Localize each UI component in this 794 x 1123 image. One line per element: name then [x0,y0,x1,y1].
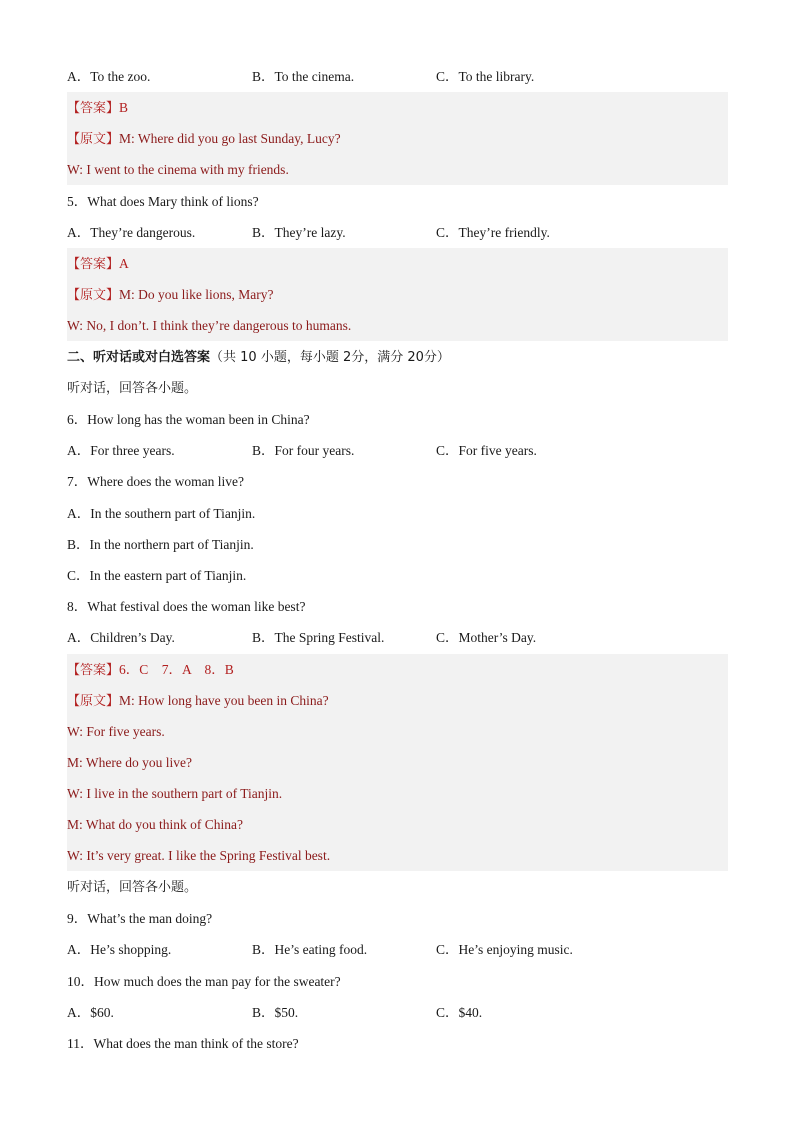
option-c: C．$40. [436,1005,483,1020]
option-a: A．$60. [67,1005,114,1020]
answer-value: A [119,256,129,271]
question-text: 8．What festival does the woman like best? [67,599,306,614]
transcript-row: W: It’s very great. I like the Spring Festival best. [67,840,728,871]
question-options [67,435,728,466]
answer-row [67,92,728,123]
option-c: C．For five years. [436,443,537,458]
transcript-row [67,154,728,185]
option-a: A．To the zoo. [67,69,151,84]
option-b: B．In the northern part of Tianjin. [67,537,254,552]
transcript-line: W: No, I don’t. I think they’re dangerous to humans. [67,318,352,333]
answer-row [67,248,728,279]
transcript-line: M: Do you like lions, Mary? [119,287,274,302]
answer-tag: 【答案】 [67,663,120,678]
option-c: C．Mother’s Day. [436,630,537,645]
transcript-row [67,685,728,716]
transcript-line: M: Where did you go last Sunday, Lucy? [119,131,341,146]
transcript-tag: 【原文】 [67,288,120,303]
question-options [67,934,728,965]
option-b: B．For four years. [252,443,355,458]
option-a: A．Children’s Day. [67,630,175,645]
question-options [67,217,728,248]
transcript-row [67,279,728,310]
question-text: 5．What does Mary think of lions? [67,194,259,209]
option-b: B．He’s eating food. [252,942,368,957]
section-heading [67,342,728,373]
option-c: C．To the library. [436,69,535,84]
transcript-tag: 【原文】 [67,694,120,709]
question-text: 10．How much does the man pay for the sweater? [67,974,341,989]
transcript-line: M: How long have you been in China? [119,693,329,708]
option-a: A．For three years. [67,443,175,458]
transcript-row: M: What do you think of China? [67,809,728,840]
option-c: C．They’re friendly. [436,225,550,240]
instruction: 听对话，回答各小题。 [67,880,198,895]
transcript-row: M: Where do you live? [67,747,728,778]
section-note: （共 10 小题，每小题 2分，满分 20分） [210,350,450,365]
question-options [67,61,728,92]
transcript-row [67,123,728,154]
question-text: 9．What’s the man doing? [67,911,213,926]
answer-value: 6．C 7．A 8．B [119,662,234,677]
option-a: A．He’s shopping. [67,942,172,957]
transcript-row [67,310,728,341]
option-a: A．In the southern part of Tianjin. [67,506,256,521]
question-options [67,622,728,653]
option-b: B．They’re lazy. [252,225,346,240]
section-title: 二、听对话或对白选答案 [67,350,211,365]
option-b: B．To the cinema. [252,69,355,84]
transcript-row: W: For five years. [67,716,728,747]
instruction: 听对话，回答各小题。 [67,381,198,396]
answer-tag: 【答案】 [67,101,120,116]
question-text: 7．Where does the woman live? [67,474,244,489]
answer-tag: 【答案】 [67,257,120,272]
question-text: 6．How long has the woman been in China? [67,412,310,427]
question-options [67,997,728,1028]
transcript-line: W: I went to the cinema with my friends. [67,162,289,177]
answer-row [67,654,728,685]
option-b: B．$50. [252,1005,299,1020]
transcript-tag: 【原文】 [67,132,120,147]
option-c: C．In the eastern part of Tianjin. [67,568,247,583]
option-c: C．He’s enjoying music. [436,942,573,957]
answer-value: B [119,100,129,115]
option-b: B．The Spring Festival. [252,630,385,645]
option-a: A．They’re dangerous. [67,225,196,240]
transcript-row: W: I live in the southern part of Tianjin. [67,778,728,809]
question-text: 11．What does the man think of the store? [67,1036,299,1051]
